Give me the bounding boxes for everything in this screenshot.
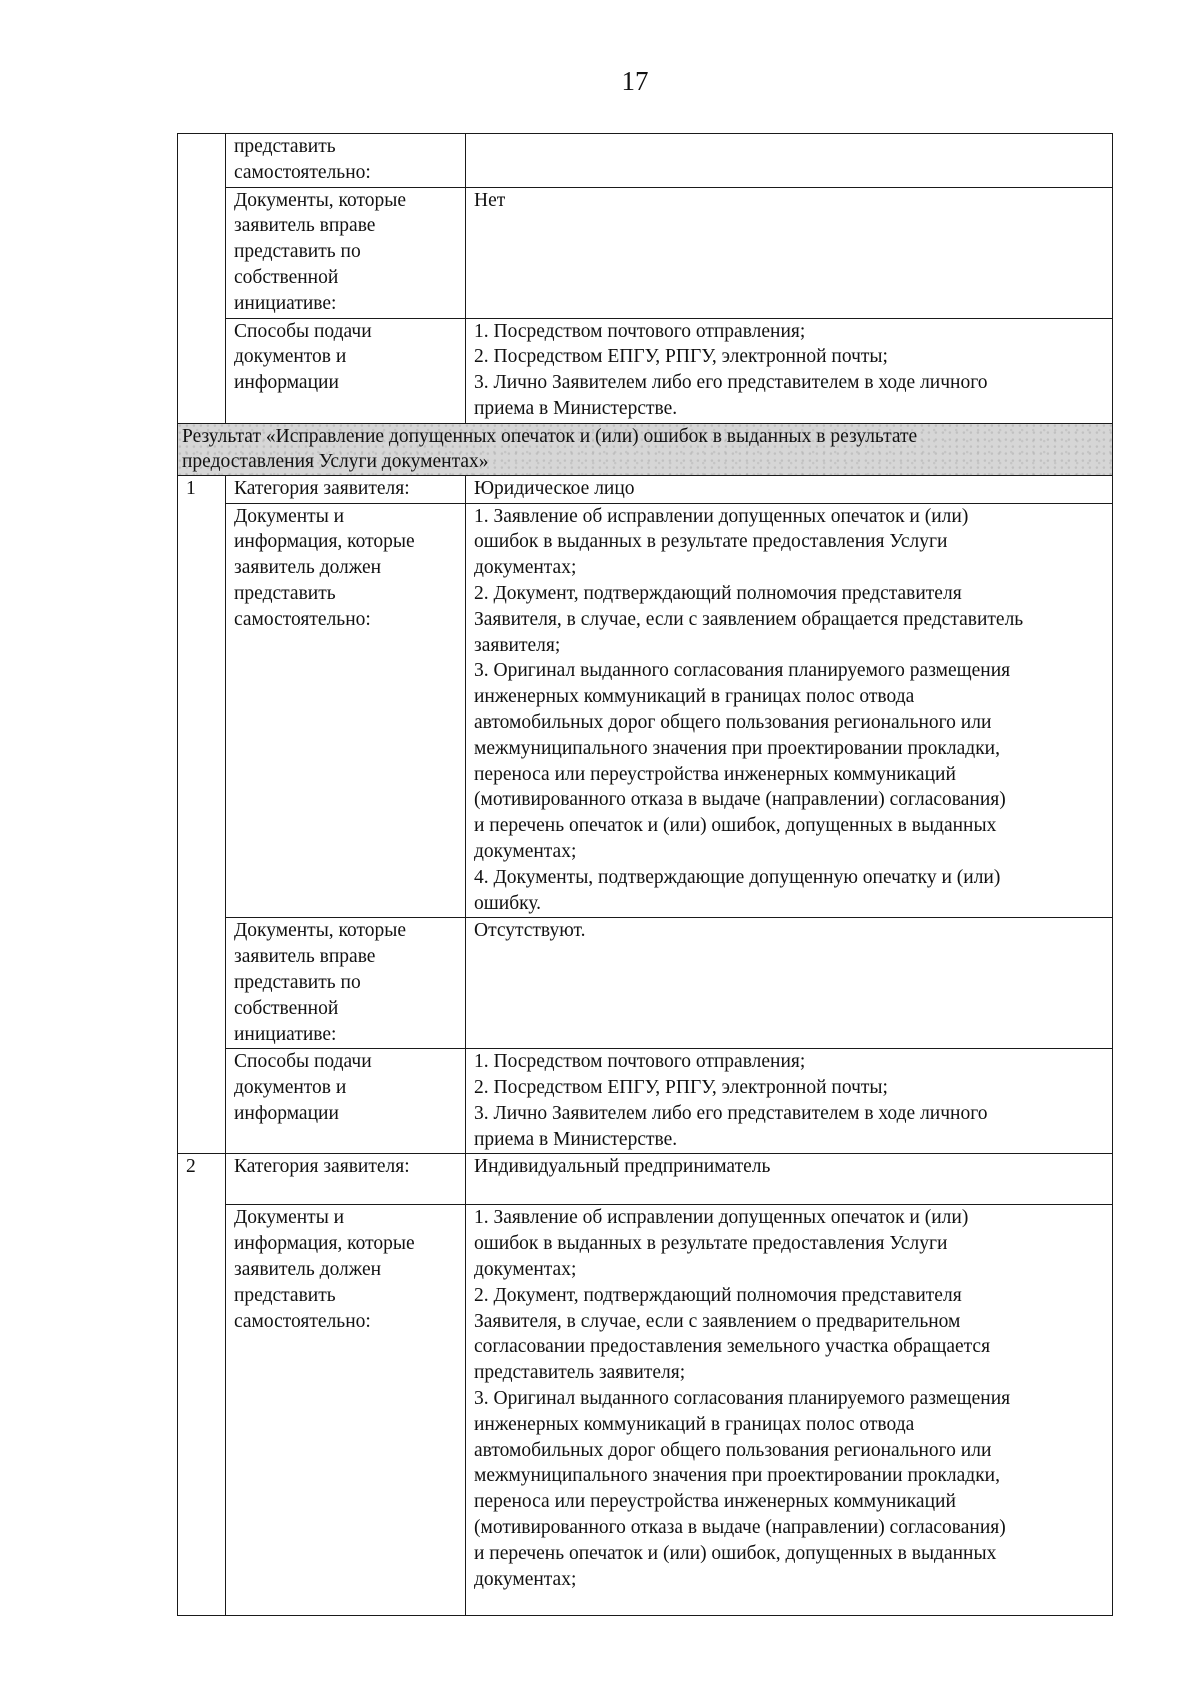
text-line: переноса или переустройства инженерных коммуникаций bbox=[474, 763, 956, 785]
label-cell bbox=[226, 503, 466, 918]
text-line: самостоятельно: bbox=[234, 161, 371, 183]
text-line: 2. Посредством ЕПГУ, РПГУ, электронной почты; bbox=[474, 346, 888, 368]
text-line: документах; bbox=[474, 1259, 577, 1281]
text-line: приема в Министерстве. bbox=[474, 397, 678, 419]
category-label: Категория заявителя: bbox=[234, 477, 410, 499]
text-line: заявитель вправе bbox=[234, 215, 376, 237]
text-line: 3. Оригинал выданного согласования планируемого размещения bbox=[474, 1388, 1011, 1410]
label-text bbox=[234, 504, 459, 633]
text-line: информация, которые bbox=[234, 1233, 415, 1255]
page-number: 17 bbox=[621, 66, 649, 96]
text-line: собственной bbox=[234, 266, 339, 288]
text-line: Документы, которые bbox=[234, 189, 407, 211]
row-number: 2 bbox=[186, 1156, 196, 1178]
text-line: заявитель должен bbox=[234, 1259, 382, 1281]
row-number-cell bbox=[178, 134, 226, 424]
text-line: Документы и bbox=[234, 1207, 345, 1229]
value-text bbox=[474, 1049, 1106, 1152]
text-line: автомобильных дорог общего пользования регионального или bbox=[474, 711, 992, 733]
text-line: представить bbox=[234, 1284, 336, 1306]
text-line: ошибок в выданных в результате предоставления Услуги bbox=[474, 531, 948, 553]
text-line: документов и bbox=[234, 346, 347, 368]
text-line: представить по bbox=[234, 241, 361, 263]
text-line: Отсутствуют. bbox=[474, 920, 586, 942]
label-cell bbox=[226, 134, 466, 188]
value-cell bbox=[466, 187, 1113, 318]
row-number-cell bbox=[178, 475, 226, 1154]
text-line: 1. Посредством почтового отправления; bbox=[474, 1051, 806, 1073]
text-line: 4. Документы, подтверждающие допущенную опечатку и (или) bbox=[474, 866, 1001, 888]
label-text bbox=[234, 1205, 459, 1334]
requirements-table bbox=[177, 133, 1113, 1616]
text-line: заявитель должен bbox=[234, 557, 382, 579]
text-line: Результат «Исправление допущенных опечаток и (или) ошибок в выданных в результате bbox=[182, 425, 918, 447]
text-line: документов и bbox=[234, 1077, 347, 1099]
text-line: документах; bbox=[474, 1568, 577, 1590]
text-line: 1. Заявление об исправлении допущенных опечаток и (или) bbox=[474, 505, 969, 527]
label-text bbox=[234, 319, 459, 396]
table-row bbox=[178, 503, 1113, 918]
value-text bbox=[474, 504, 1106, 917]
section-heading-row bbox=[178, 423, 1113, 475]
text-line: приема в Министерстве. bbox=[474, 1128, 678, 1150]
text-line: самостоятельно: bbox=[234, 608, 371, 630]
table-row bbox=[178, 318, 1113, 423]
text-line: 3. Лично Заявителем либо его представителем в ходе личного bbox=[474, 372, 988, 394]
text-line: 1. Посредством почтового отправления; bbox=[474, 320, 806, 342]
text-line: информации bbox=[234, 1102, 339, 1124]
text-line: (мотивированного отказа в выдаче (направлении) согласования) bbox=[474, 789, 1006, 811]
value-cell bbox=[466, 1154, 1113, 1205]
row-number: 1 bbox=[186, 477, 196, 499]
text-line: и перечень опечаток и (или) ошибок, допущенных в выданных bbox=[474, 1542, 997, 1564]
label-cell bbox=[226, 187, 466, 318]
value-cell bbox=[466, 1049, 1113, 1154]
label-text bbox=[234, 134, 459, 186]
table-row bbox=[178, 1154, 1113, 1205]
text-line: инженерных коммуникаций в границах полос отвода bbox=[474, 686, 915, 708]
text-line: Заявителя, в случае, если с заявлением обращается представитель bbox=[474, 608, 1024, 630]
label-text bbox=[234, 1049, 459, 1126]
label-text bbox=[234, 188, 459, 317]
label-cell bbox=[226, 475, 466, 503]
label-text bbox=[234, 918, 459, 1047]
table-row bbox=[178, 187, 1113, 318]
value-cell bbox=[466, 134, 1113, 188]
text-line: Документы и bbox=[234, 505, 345, 527]
label-cell bbox=[226, 918, 466, 1049]
text-line: Документы, которые bbox=[234, 920, 407, 942]
value-cell bbox=[466, 1205, 1113, 1616]
text-line: Заявителя, в случае, если с заявлением о предварительном bbox=[474, 1310, 961, 1332]
text-line: Нет bbox=[474, 189, 506, 211]
label-cell bbox=[226, 1154, 466, 1205]
text-line: межмуниципального значения при проектировании прокладки, bbox=[474, 737, 1000, 759]
text-line: ошибку. bbox=[474, 892, 541, 914]
text-line: 2. Документ, подтверждающий полномочия представителя bbox=[474, 1284, 962, 1306]
text-line: представить по bbox=[234, 971, 361, 993]
text-line: инициативе: bbox=[234, 1023, 337, 1045]
text-line: 2. Посредством ЕПГУ, РПГУ, электронной почты; bbox=[474, 1077, 888, 1099]
row-number-cell bbox=[178, 1154, 226, 1616]
text-line: 2. Документ, подтверждающий полномочия представителя bbox=[474, 582, 962, 604]
text-line: представитель заявителя; bbox=[474, 1362, 686, 1384]
text-line: информация, которые bbox=[234, 531, 415, 553]
text-line: 3. Оригинал выданного согласования планируемого размещения bbox=[474, 660, 1011, 682]
text-line: и перечень опечаток и (или) ошибок, допущенных в выданных bbox=[474, 815, 997, 837]
category-value: Юридическое лицо bbox=[474, 477, 635, 499]
table-row bbox=[178, 1049, 1113, 1154]
label-cell bbox=[226, 1205, 466, 1616]
text-line: переноса или переустройства инженерных коммуникаций bbox=[474, 1491, 956, 1513]
table-row bbox=[178, 475, 1113, 503]
text-line: 3. Лично Заявителем либо его представителем в ходе личного bbox=[474, 1102, 988, 1124]
text-line: межмуниципального значения при проектировании прокладки, bbox=[474, 1465, 1000, 1487]
text-line: документах; bbox=[474, 840, 577, 862]
value-cell bbox=[466, 318, 1113, 423]
text-line: Способы подачи bbox=[234, 320, 372, 342]
value-cell bbox=[466, 503, 1113, 918]
text-line: документах; bbox=[474, 557, 577, 579]
text-line: инженерных коммуникаций в границах полос отвода bbox=[474, 1413, 915, 1435]
text-line: заявитель вправе bbox=[234, 946, 376, 968]
category-label: Категория заявителя: bbox=[234, 1156, 410, 1178]
text-line: инициативе: bbox=[234, 292, 337, 314]
table-row bbox=[178, 1205, 1113, 1616]
text-line: заявителя; bbox=[474, 634, 561, 656]
value-cell bbox=[466, 918, 1113, 1049]
value-cell bbox=[466, 475, 1113, 503]
table-row bbox=[178, 918, 1113, 1049]
category-value: Индивидуальный предприниматель bbox=[474, 1156, 771, 1178]
text-line: представить bbox=[234, 136, 336, 157]
text-line: автомобильных дорог общего пользования регионального или bbox=[474, 1439, 992, 1461]
section-title bbox=[178, 423, 1113, 475]
text-line: предоставления Услуги документах» bbox=[182, 450, 489, 472]
text-line: (мотивированного отказа в выдаче (направлении) согласования) bbox=[474, 1517, 1006, 1539]
text-line: согласовании предоставления земельного участка обращается bbox=[474, 1336, 991, 1358]
value-text bbox=[474, 319, 1106, 422]
value-text bbox=[474, 1205, 1106, 1592]
text-line: Способы подачи bbox=[234, 1051, 372, 1073]
text-line: информации bbox=[234, 372, 339, 394]
text-line: самостоятельно: bbox=[234, 1310, 371, 1332]
value-text bbox=[474, 188, 1106, 214]
label-cell bbox=[226, 1049, 466, 1154]
value-text bbox=[474, 918, 1106, 944]
text-line: 1. Заявление об исправлении допущенных опечаток и (или) bbox=[474, 1207, 969, 1229]
section-title-text bbox=[182, 424, 1106, 474]
label-cell bbox=[226, 318, 466, 423]
table-row bbox=[178, 134, 1113, 188]
text-line: собственной bbox=[234, 997, 339, 1019]
text-line: ошибок в выданных в результате предоставления Услуги bbox=[474, 1233, 948, 1255]
text-line: представить bbox=[234, 582, 336, 604]
